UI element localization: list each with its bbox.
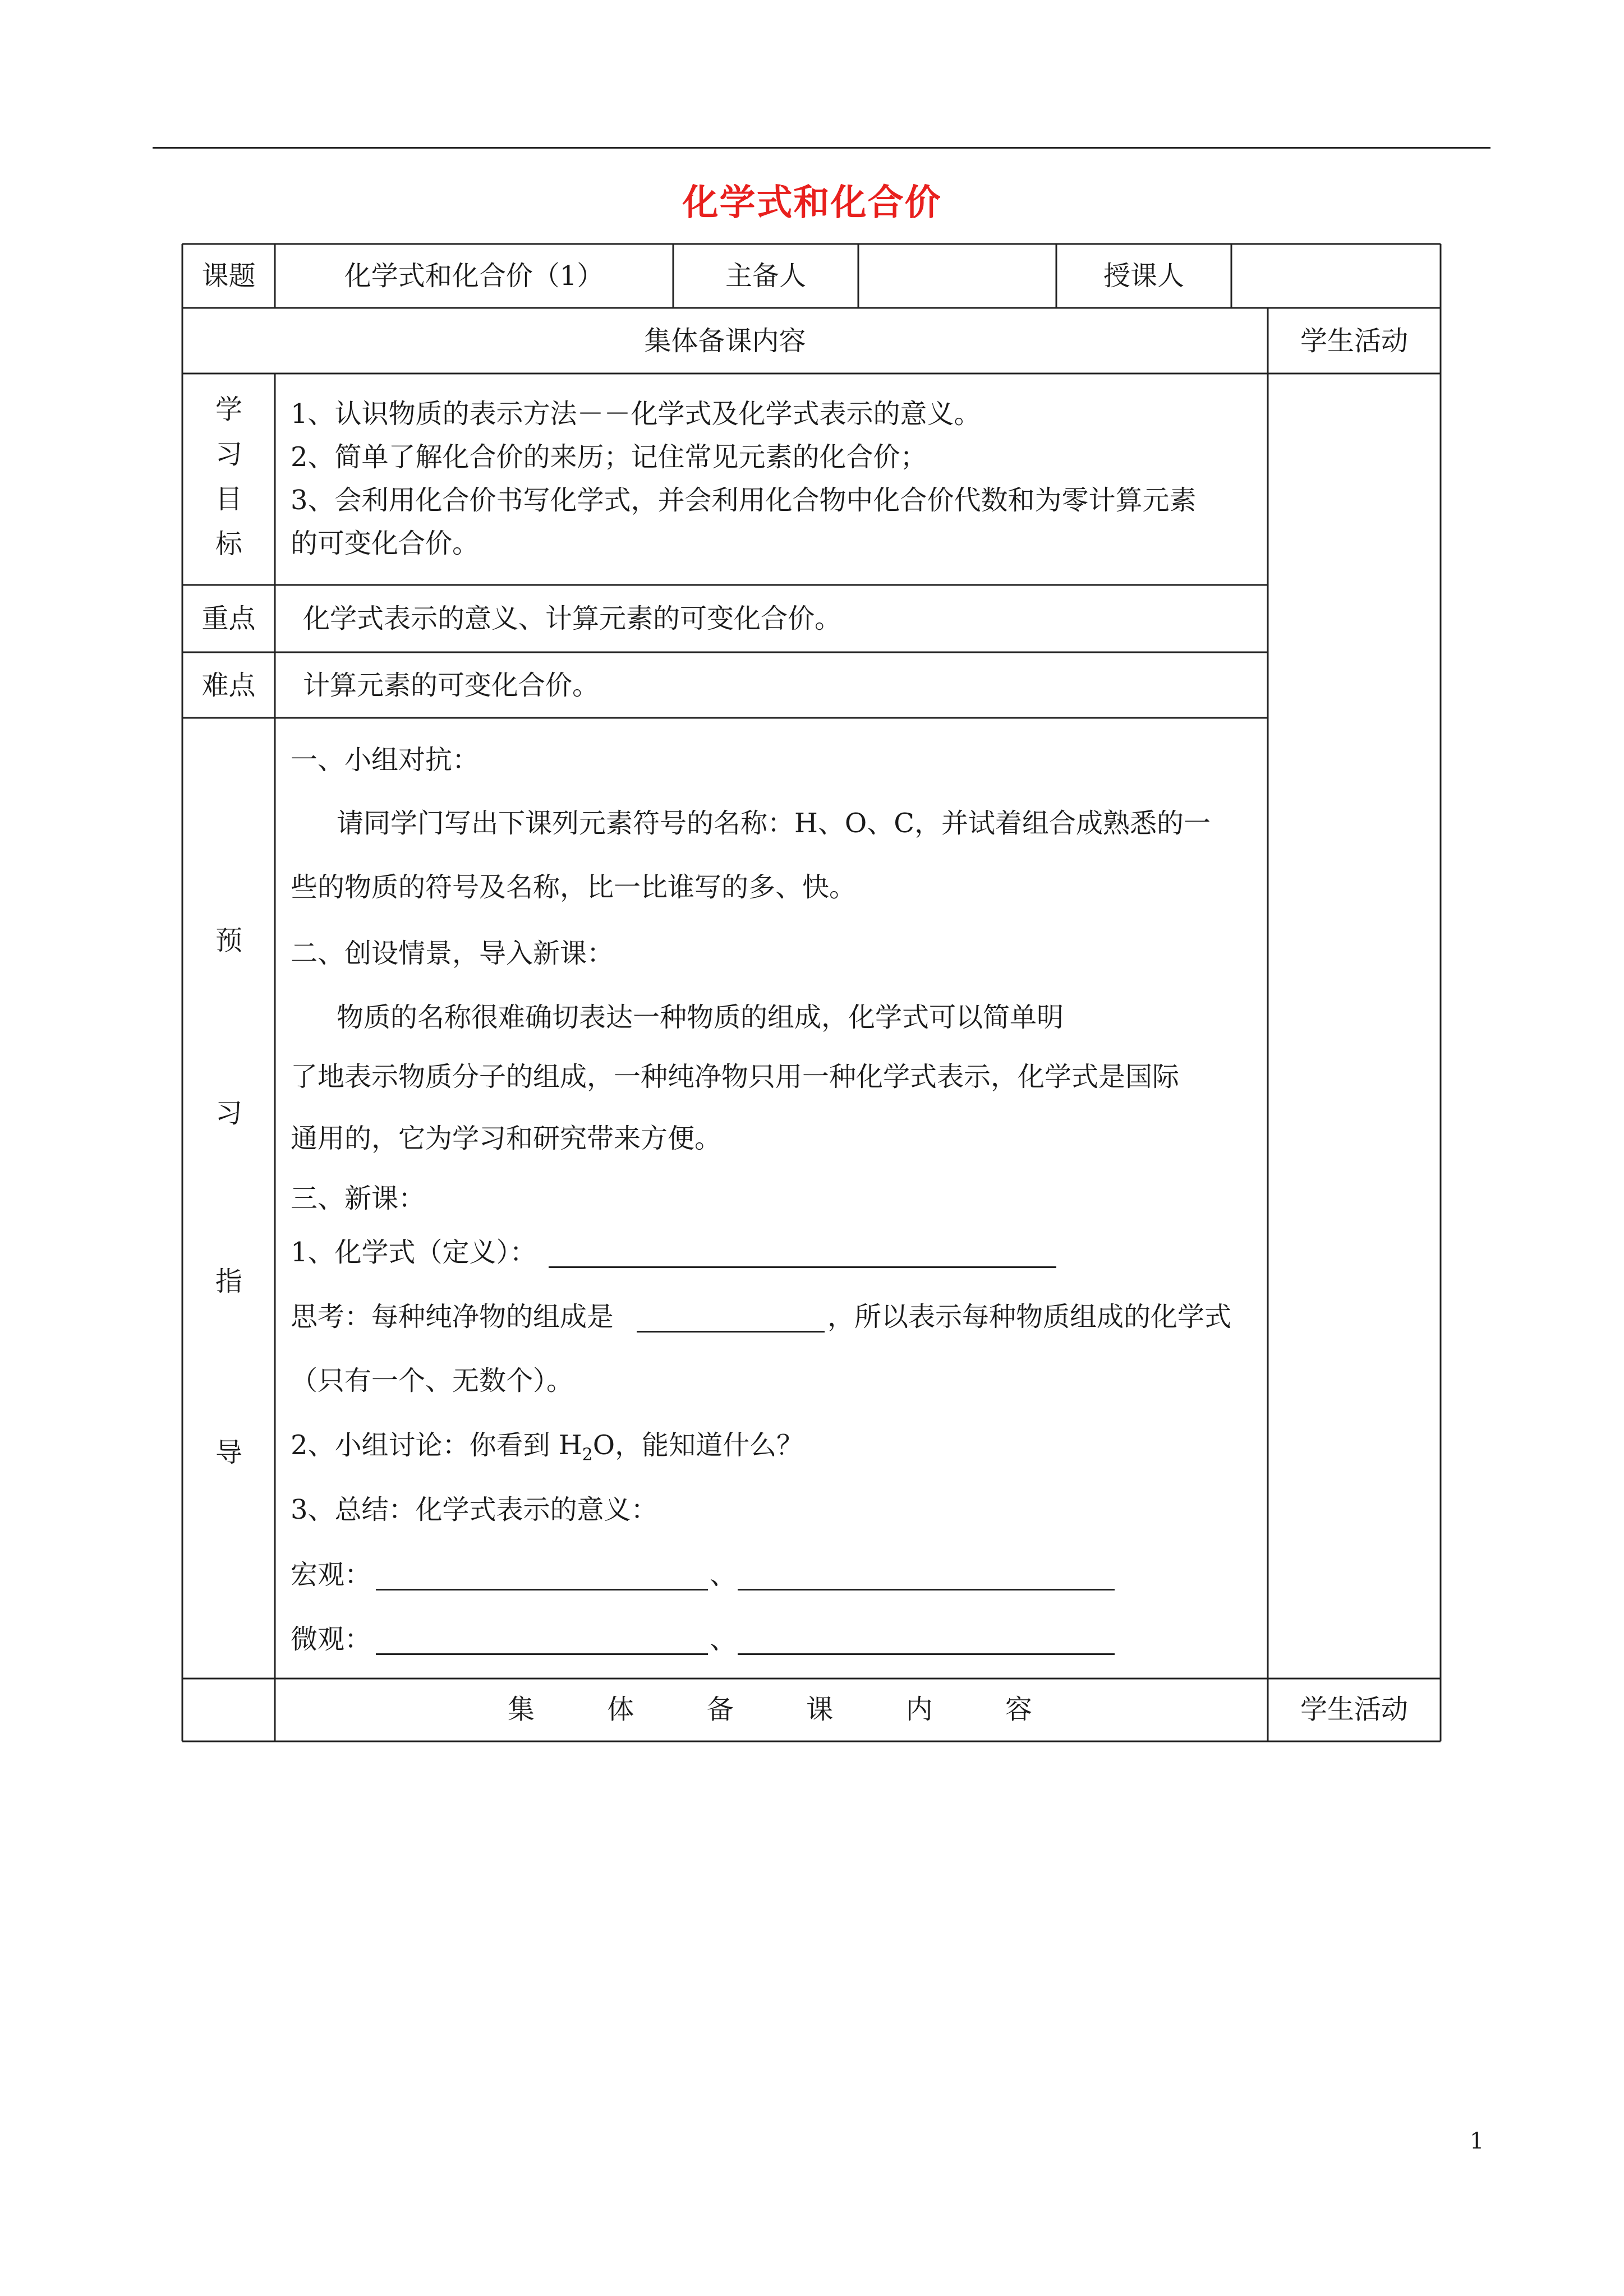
- section-heading: 一、小组对抗：: [291, 744, 480, 776]
- activity-header: 学生活动: [1300, 325, 1408, 357]
- topic-label: 课题: [201, 260, 256, 292]
- preparer-label: 主备人: [725, 260, 806, 292]
- footer-activity-header: 学生活动: [1300, 1694, 1408, 1725]
- think-blank: [637, 1331, 825, 1333]
- footer-char: 容: [1005, 1694, 1032, 1725]
- group-discussion: [291, 1428, 803, 1472]
- teacher-label: 授课人: [1103, 260, 1184, 292]
- section-heading: 三、新课：: [291, 1183, 426, 1214]
- paragraph-line: 物质的名称很难确切表达一种物质的组成，化学式可以简单明: [337, 1002, 1064, 1033]
- section-heading: 二、创设情景，导入新课：: [291, 938, 614, 969]
- objective-line: 的可变化合价。: [291, 528, 480, 559]
- macro-blank: [376, 1589, 708, 1590]
- micro-blank: [376, 1653, 708, 1655]
- objective-line: 2、简单了解化合价的来历；记住常见元素的化合价；: [291, 441, 927, 473]
- discussion-suffix: O，能知道什么？: [592, 1430, 804, 1461]
- preview-label-char: 导: [215, 1437, 242, 1468]
- footer-char: 集: [508, 1694, 535, 1725]
- think-suffix: ，所以表示每种物质组成的化学式: [827, 1301, 1232, 1333]
- objective-line: 3、会利用化合价书写化学式，并会利用化合物中化合价代数和为零计算元素: [291, 485, 1197, 516]
- key-point-label: 重点: [201, 603, 256, 634]
- difficulty-text: 计算元素的可变化合价。: [303, 670, 600, 701]
- definition-blank: [549, 1266, 1056, 1268]
- footer-char: 课: [806, 1694, 834, 1725]
- top-rule: [153, 147, 1490, 149]
- macro-label: 宏观：: [291, 1559, 372, 1590]
- preview-label-char: 指: [215, 1266, 242, 1297]
- difficulty-label: 难点: [201, 670, 256, 701]
- paragraph-line: 通用的，它为学习和研究带来方便。: [291, 1123, 722, 1154]
- objectives-label-char: 标: [215, 528, 242, 560]
- objectives-label-char: 学: [215, 394, 242, 425]
- objectives-label-char: 目: [215, 483, 242, 515]
- topic-value: 化学式和化合价（1）: [344, 260, 604, 292]
- footer-char: 内: [905, 1694, 933, 1725]
- subscript-digit: 2: [582, 1445, 593, 1465]
- macro-blank: [738, 1589, 1115, 1590]
- page-number: 1: [1470, 2128, 1484, 2154]
- footer-char: 备: [706, 1694, 734, 1725]
- discussion-prefix: 2、小组讨论：你看到 H: [291, 1430, 582, 1461]
- paragraph-line: 了地表示物质分子的组成，一种纯净物只用一种化学式表示，化学式是国际: [291, 1061, 1180, 1092]
- macro-separator: 、: [710, 1559, 737, 1590]
- objective-line: 1、认识物质的表示方法－－化学式及化学式表示的意义。: [291, 398, 981, 430]
- footer-content-header: [508, 1693, 1032, 1726]
- summary-line: 3、总结：化学式表示的意义：: [291, 1494, 658, 1525]
- preview-label-char: 习: [215, 1098, 242, 1129]
- key-point-text: 化学式表示的意义、计算元素的可变化合价。: [303, 603, 842, 634]
- paragraph-line: 些的物质的符号及名称，比一比谁写的多、快。: [291, 872, 857, 903]
- preview-label-char: 预: [215, 925, 242, 956]
- micro-separator: 、: [710, 1624, 737, 1655]
- micro-label: 微观：: [291, 1624, 372, 1655]
- footer-char: 体: [607, 1694, 634, 1725]
- paragraph-line: 请同学门写出下课列元素符号的名称：H、O、C，并试着组合成熟悉的一: [337, 808, 1211, 839]
- think-options: （只有一个、无数个）。: [291, 1365, 574, 1396]
- document-title: 化学式和化合价: [682, 182, 942, 224]
- think-prefix: 思考：每种纯净物的组成是: [291, 1301, 614, 1333]
- objectives-label-char: 习: [215, 439, 242, 470]
- definition-label: 1、化学式（定义）：: [291, 1237, 537, 1268]
- micro-blank: [738, 1653, 1115, 1655]
- content-header: 集体备课内容: [644, 325, 806, 357]
